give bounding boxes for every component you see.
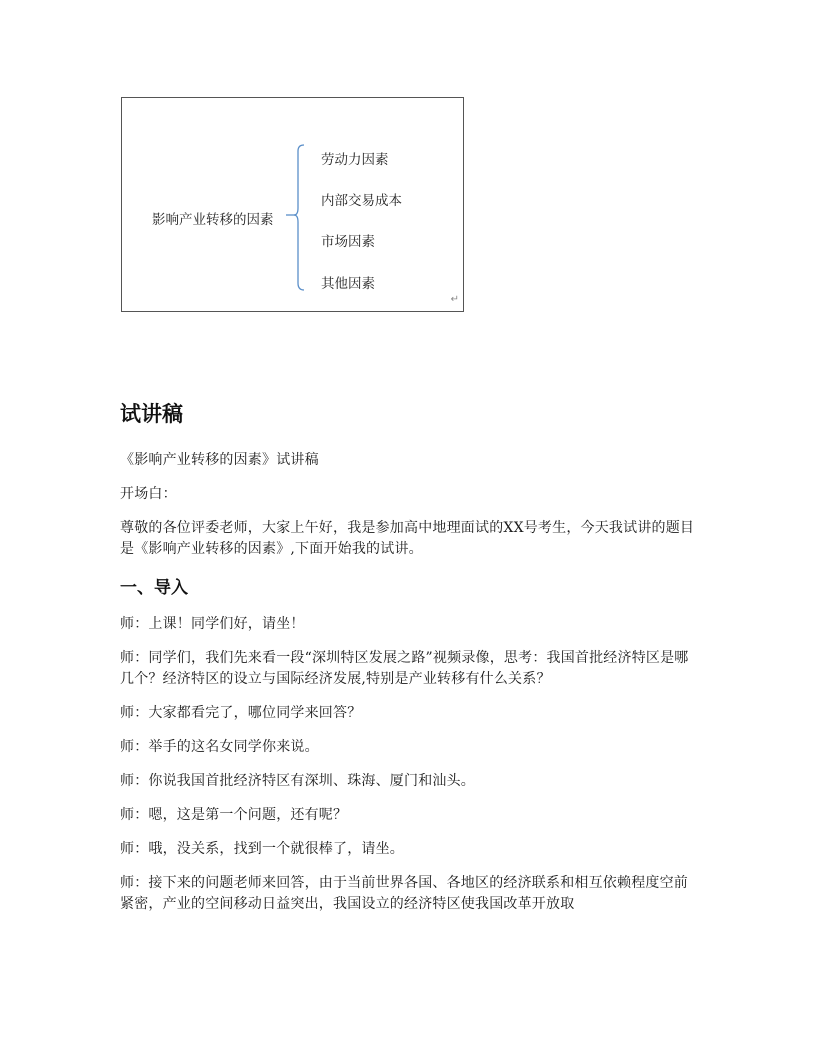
paragraph: 尊敬的各位评委老师，大家上午好，我是参加高中地理面试的XX号考生，今天我试讲的题目是《影响产业转移的因素》,下面开始我的试讲。 bbox=[120, 520, 695, 557]
diagram-box bbox=[121, 97, 464, 312]
diagram-branch-market: 市场因素 bbox=[321, 234, 375, 250]
paragraph: 开场白： bbox=[120, 486, 177, 502]
paragraph: 师：大家都看完了，哪位同学来回答？ bbox=[120, 705, 362, 721]
paragraph: 师：同学们，我们先来看一段“深圳特区发展之路”视频录像，思考：我国首批经济特区是哪几个？经济特区的设立与国际经济发展,特别是产业转移有什么关系？ bbox=[120, 650, 689, 687]
paragraph: 师：哦，没关系，找到一个就很棒了，请坐。 bbox=[120, 841, 404, 857]
paragraph-mark-icon: ↵ bbox=[450, 294, 459, 305]
paragraph: 师：上课！同学们好，请坐！ bbox=[120, 616, 305, 632]
paragraph: 师：嗯，这是第一个问题，还有呢？ bbox=[120, 807, 348, 823]
section-heading: 一、导入 bbox=[120, 578, 188, 598]
diagram-root-label: 影响产业转移的因素 bbox=[152, 212, 274, 228]
diagram-branch-other: 其他因素 bbox=[321, 276, 375, 292]
paragraph: 师：举手的这名女同学你来说。 bbox=[120, 739, 319, 755]
document-title: 试讲稿 bbox=[120, 402, 183, 426]
document-body bbox=[120, 398, 700, 928]
diagram-branch-labor: 劳动力因素 bbox=[321, 152, 389, 168]
diagram-branch-transaction-cost: 内部交易成本 bbox=[321, 193, 402, 209]
paragraph: 师：你说我国首批经济特区有深圳、珠海、厦门和汕头。 bbox=[120, 773, 475, 789]
paragraph: 《影响产业转移的因素》试讲稿 bbox=[120, 452, 319, 468]
paragraph: 师：接下来的问题老师来回答，由于当前世界各国、各地区的经济联系和相互依赖程度空前紧密，产业的空间移动日益突出，我国设立的经济特区使我国改革开放取 bbox=[120, 875, 688, 912]
bracket-lines bbox=[122, 98, 465, 313]
branch-bracket bbox=[294, 145, 304, 290]
